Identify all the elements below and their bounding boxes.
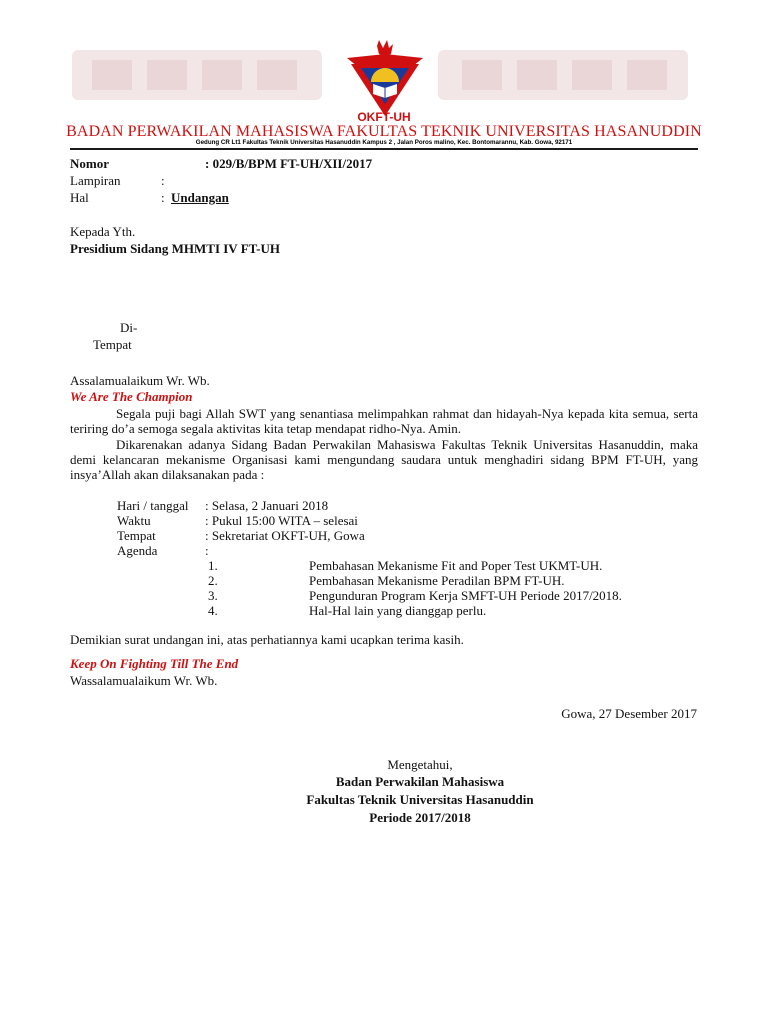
agenda-item-text: Pembahasan Mekanisme Peradilan BPM FT-UH. [309,573,565,588]
hari-label: Hari / tanggal [117,498,189,513]
body-paragraph-2: Dikarenakan adanya Sidang Badan Perwakilan Mahasiswa Fakultas Teknik Universitas Hasanuddin, maka demi kelancaran mekanisme Organisasi kami mengundang saudara untuk menghadiri sidang BPM FT-UH, yang insya’Allah akan dilaksanakan pada : [70,437,698,482]
agenda-item-num: 2. [208,573,218,588]
closing-statement: Demikian surat undangan ini, atas perhatiannya kami ucapkan terima kasih. [70,632,464,647]
closing-salam: Wassalamualaikum Wr. Wb. [70,673,218,688]
waktu-value: : Pukul 15:00 WITA – selesai [205,513,358,528]
nomor-label: Nomor [70,156,109,171]
signature-period: Periode 2017/2018 [369,810,471,825]
letter-date: Gowa, 27 Desember 2017 [561,706,697,721]
letterhead-divider [70,148,698,150]
agenda-item-text: Hal-Hal lain yang dianggap perlu. [309,603,487,618]
mengetahui-label: Mengetahui, [387,757,453,772]
org-acronym: OKFT-UH [357,110,411,124]
kepada-yth: Kepada Yth. [70,224,136,239]
nomor-value: : 029/B/BPM FT-UH/XII/2017 [205,156,373,171]
greeting: Assalamualaikum Wr. Wb. [70,373,210,388]
hal-colon: : [161,190,165,205]
motto-keep-fighting: Keep On Fighting Till The End [70,656,239,671]
body-paragraph-1: Segala puji bagi Allah SWT yang senantiasa melimpahkan rahmat dan hidayah-Nya kepada kita semua, serta teriring do’a semoga segala aktivitas kita tetap mendapat ridho-Nya. Amin. [70,406,698,436]
tempat-detail-value: : Sekretariat OKFT-UH, Gowa [205,528,365,543]
signature-org-line1: Badan Perwakilan Mahasiswa [335,774,505,789]
agenda-item-text: Pembahasan Mekanisme Fit and Poper Test UKMT-UH. [309,558,603,573]
di-label: Di- [120,320,138,335]
agenda-item-num: 3. [208,588,218,603]
motto-champion: We Are The Champion [70,389,193,404]
tempat-label: Tempat [93,337,132,352]
lampiran-label: Lampiran [70,173,121,188]
agenda-colon: : [205,543,209,558]
waktu-label: Waktu [117,513,151,528]
org-address: Gedung CR Lt1 Fakultas Teknik Universitas Hasanuddin Kampus 2 , Jalan Poros malino, Kec. Bontomarannu, Kab. Gowa, 92171 [195,139,573,146]
agenda-item-text: Pengunduran Program Kerja SMFT-UH Periode 2017/2018. [309,588,622,603]
hal-label: Hal [70,190,89,205]
hal-value: Undangan [171,190,229,205]
hari-value: : Selasa, 2 Januari 2018 [205,498,329,513]
tempat-detail-label: Tempat [117,528,156,543]
agenda-item-num: 4. [208,603,218,618]
lampiran-value: : [161,173,165,188]
agenda-item-num: 1. [208,558,218,573]
org-name: BADAN PERWAKILAN MAHASISWA FAKULTAS TEKNIK UNIVERSITAS HASANUDDIN [66,123,702,140]
okft-uh-logo [343,38,427,120]
agenda-label: Agenda [117,543,158,558]
signature-org-line2: Fakultas Teknik Universitas Hasanuddin [306,792,534,807]
recipient-name: Presidium Sidang MHMTI IV FT-UH [70,241,280,256]
